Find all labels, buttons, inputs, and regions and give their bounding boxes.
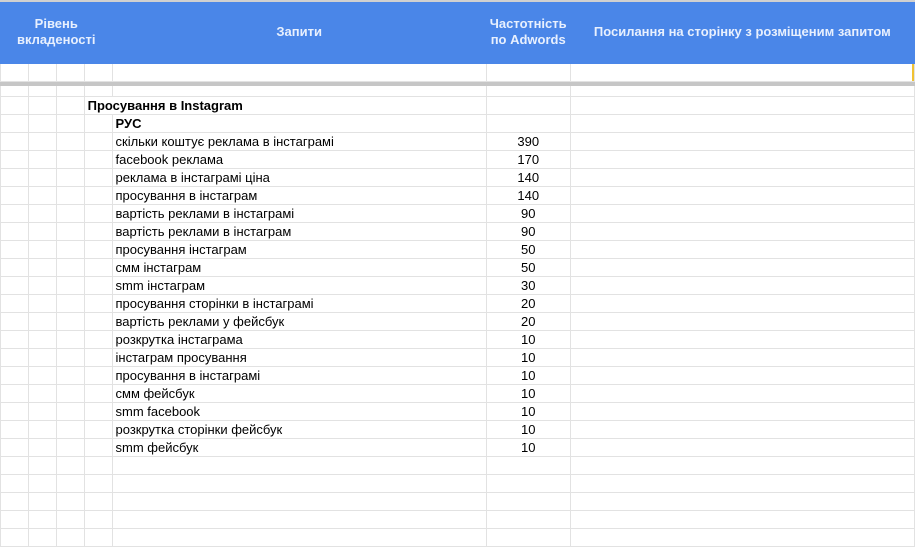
cell[interactable]	[84, 511, 112, 529]
cell[interactable]	[56, 493, 84, 511]
cell[interactable]	[84, 241, 112, 259]
cell[interactable]	[28, 367, 56, 385]
cell[interactable]	[1, 439, 29, 457]
cell[interactable]	[28, 205, 56, 223]
cell[interactable]	[84, 295, 112, 313]
cell[interactable]	[1, 493, 29, 511]
frequency-cell[interactable]: 140	[486, 187, 570, 205]
link-cell[interactable]	[570, 331, 914, 349]
subgroup-row	[1, 115, 915, 133]
cell[interactable]	[56, 421, 84, 439]
cell[interactable]	[1, 205, 29, 223]
link-cell[interactable]	[570, 421, 914, 439]
group-title[interactable]: Просування в Instagram	[84, 97, 486, 115]
link-cell[interactable]	[570, 367, 914, 385]
cell[interactable]	[1, 529, 29, 547]
cell[interactable]	[28, 385, 56, 403]
cell[interactable]	[570, 475, 914, 493]
cell[interactable]	[84, 187, 112, 205]
cell[interactable]	[84, 349, 112, 367]
link-cell[interactable]	[570, 241, 914, 259]
link-cell[interactable]	[570, 151, 914, 169]
cell[interactable]	[1, 349, 29, 367]
empty-row	[1, 475, 915, 493]
cell[interactable]	[84, 259, 112, 277]
query-cell[interactable]: реклама в інстаграмі ціна	[112, 169, 486, 187]
cell[interactable]	[84, 421, 112, 439]
link-cell[interactable]	[570, 259, 914, 277]
table-row	[1, 421, 915, 439]
cell[interactable]	[486, 493, 570, 511]
cell[interactable]	[112, 64, 486, 82]
cell[interactable]	[56, 367, 84, 385]
empty-row	[1, 457, 915, 475]
table-row	[1, 439, 915, 457]
cell[interactable]	[84, 403, 112, 421]
cell[interactable]	[84, 457, 112, 475]
query-cell[interactable]: розкрутка сторінки фейсбук	[112, 421, 486, 439]
cell[interactable]	[84, 277, 112, 295]
frequency-cell[interactable]: 50	[486, 259, 570, 277]
cell[interactable]	[56, 349, 84, 367]
cell[interactable]	[56, 151, 84, 169]
cell[interactable]	[84, 169, 112, 187]
cell[interactable]	[1, 367, 29, 385]
cell[interactable]	[28, 259, 56, 277]
cell[interactable]	[56, 259, 84, 277]
cell[interactable]	[56, 439, 84, 457]
cell[interactable]	[486, 511, 570, 529]
frequency-cell[interactable]: 10	[486, 331, 570, 349]
cell[interactable]	[28, 241, 56, 259]
frequency-cell[interactable]: 20	[486, 313, 570, 331]
frequency-cell[interactable]: 10	[486, 385, 570, 403]
frequency-cell[interactable]: 90	[486, 205, 570, 223]
query-cell[interactable]: смм інстаграм	[112, 259, 486, 277]
cell[interactable]	[28, 493, 56, 511]
cell[interactable]	[84, 475, 112, 493]
cell[interactable]	[1, 457, 29, 475]
cell[interactable]	[56, 277, 84, 295]
cell[interactable]	[1, 313, 29, 331]
empty-row	[1, 64, 915, 82]
table-row	[1, 385, 915, 403]
cell[interactable]	[1, 403, 29, 421]
link-cell[interactable]	[570, 133, 914, 151]
cell[interactable]	[1, 421, 29, 439]
cell[interactable]	[1, 133, 29, 151]
cell[interactable]	[1, 295, 29, 313]
cell[interactable]	[84, 367, 112, 385]
empty-row	[1, 86, 915, 97]
link-cell[interactable]	[570, 385, 914, 403]
cell[interactable]	[84, 223, 112, 241]
cell[interactable]	[570, 511, 914, 529]
empty-row	[1, 529, 915, 547]
cell[interactable]	[28, 295, 56, 313]
cell[interactable]	[486, 475, 570, 493]
cell[interactable]	[56, 241, 84, 259]
link-cell[interactable]	[570, 313, 914, 331]
cell[interactable]	[570, 493, 914, 511]
cell[interactable]	[84, 313, 112, 331]
cell[interactable]	[112, 493, 486, 511]
cell[interactable]	[56, 475, 84, 493]
cell[interactable]	[28, 133, 56, 151]
cell[interactable]	[28, 187, 56, 205]
header-row	[1, 1, 915, 64]
cell[interactable]	[28, 475, 56, 493]
cell[interactable]	[28, 223, 56, 241]
cell[interactable]	[1, 241, 29, 259]
cell[interactable]	[1, 187, 29, 205]
header-level[interactable]: Рівень вкладеності	[1, 1, 113, 64]
table-row	[1, 403, 915, 421]
cell[interactable]	[28, 169, 56, 187]
cell[interactable]	[112, 529, 486, 547]
cell[interactable]	[56, 457, 84, 475]
link-cell[interactable]	[570, 295, 914, 313]
link-cell[interactable]	[570, 277, 914, 295]
frequency-cell[interactable]: 170	[486, 151, 570, 169]
query-cell[interactable]: просування інстаграм	[112, 241, 486, 259]
cell[interactable]	[84, 529, 112, 547]
selected-cell[interactable]	[570, 64, 914, 82]
cell[interactable]	[28, 511, 56, 529]
cell[interactable]	[56, 133, 84, 151]
cell[interactable]	[56, 529, 84, 547]
frequency-cell[interactable]: 10	[486, 349, 570, 367]
table-row	[1, 187, 915, 205]
frequency-cell[interactable]: 140	[486, 169, 570, 187]
query-cell[interactable]: вартість реклами в інстаграмі	[112, 205, 486, 223]
group-row	[1, 97, 915, 115]
frequency-cell[interactable]: 50	[486, 241, 570, 259]
cell[interactable]	[1, 511, 29, 529]
frequency-cell[interactable]: 10	[486, 403, 570, 421]
cell[interactable]	[56, 187, 84, 205]
cell[interactable]	[486, 64, 570, 82]
cell[interactable]	[56, 385, 84, 403]
cell[interactable]	[28, 421, 56, 439]
query-cell[interactable]: смм фейсбук	[112, 385, 486, 403]
cell[interactable]	[84, 493, 112, 511]
table-row	[1, 349, 915, 367]
cell[interactable]	[56, 205, 84, 223]
cell[interactable]	[570, 529, 914, 547]
table-row	[1, 313, 915, 331]
cell[interactable]	[56, 64, 84, 82]
cell[interactable]	[28, 151, 56, 169]
query-cell[interactable]: скільки коштує реклама в інстаграмі	[112, 133, 486, 151]
table-row	[1, 223, 915, 241]
cell[interactable]	[112, 475, 486, 493]
cell[interactable]	[1, 475, 29, 493]
cell[interactable]	[1, 64, 29, 82]
query-cell[interactable]: просування сторінки в інстаграмі	[112, 295, 486, 313]
frequency-cell[interactable]: 10	[486, 439, 570, 457]
link-cell[interactable]	[570, 223, 914, 241]
cell[interactable]	[56, 403, 84, 421]
cell[interactable]	[56, 169, 84, 187]
table-row	[1, 205, 915, 223]
cell[interactable]	[486, 457, 570, 475]
table-row	[1, 367, 915, 385]
query-cell[interactable]: розкрутка інстаграма	[112, 331, 486, 349]
cell[interactable]	[1, 259, 29, 277]
query-cell[interactable]: smm facebook	[112, 403, 486, 421]
cell[interactable]	[28, 403, 56, 421]
query-cell[interactable]: smm фейсбук	[112, 439, 486, 457]
frequency-cell[interactable]: 10	[486, 421, 570, 439]
cell[interactable]	[84, 439, 112, 457]
link-cell[interactable]	[570, 187, 914, 205]
cell[interactable]	[570, 457, 914, 475]
cell[interactable]	[1, 385, 29, 403]
subgroup-title[interactable]: РУС	[112, 115, 486, 133]
cell[interactable]	[28, 439, 56, 457]
cell[interactable]	[1, 277, 29, 295]
cell[interactable]	[84, 133, 112, 151]
cell[interactable]	[28, 277, 56, 295]
cell[interactable]	[1, 223, 29, 241]
frequency-cell[interactable]: 90	[486, 223, 570, 241]
cell[interactable]	[28, 349, 56, 367]
query-cell[interactable]: просування в інстаграм	[112, 187, 486, 205]
cell[interactable]	[56, 295, 84, 313]
cell[interactable]	[56, 511, 84, 529]
cell[interactable]	[84, 151, 112, 169]
link-cell[interactable]	[570, 205, 914, 223]
cell[interactable]	[28, 529, 56, 547]
table-row	[1, 259, 915, 277]
table-row	[1, 151, 915, 169]
cell[interactable]	[1, 151, 29, 169]
cell[interactable]	[56, 331, 84, 349]
cell[interactable]	[84, 64, 112, 82]
empty-row	[1, 511, 915, 529]
cell[interactable]	[28, 313, 56, 331]
table-row	[1, 331, 915, 349]
query-cell[interactable]: facebook реклама	[112, 151, 486, 169]
query-cell[interactable]: інстаграм просування	[112, 349, 486, 367]
query-cell[interactable]: smm інстаграм	[112, 277, 486, 295]
frequency-cell[interactable]: 390	[486, 133, 570, 151]
table-row	[1, 295, 915, 313]
cell[interactable]	[56, 313, 84, 331]
header-queries[interactable]: Запити	[112, 1, 486, 64]
link-cell[interactable]	[570, 169, 914, 187]
cell[interactable]	[56, 223, 84, 241]
cell[interactable]	[28, 331, 56, 349]
query-cell[interactable]: вартість реклами в інстаграм	[112, 223, 486, 241]
table-row	[1, 277, 915, 295]
cell[interactable]	[112, 511, 486, 529]
empty-row	[1, 493, 915, 511]
table-row	[1, 169, 915, 187]
cell[interactable]	[1, 169, 29, 187]
top-border	[0, 0, 915, 2]
cell[interactable]	[112, 457, 486, 475]
cell[interactable]	[28, 64, 56, 82]
header-frequency[interactable]: Частотність по Adwords	[486, 1, 570, 64]
frequency-cell[interactable]: 10	[486, 367, 570, 385]
table-row	[1, 133, 915, 151]
cell[interactable]	[28, 457, 56, 475]
query-cell[interactable]: вартість реклами у фейсбук	[112, 313, 486, 331]
frequency-cell[interactable]: 30	[486, 277, 570, 295]
cell[interactable]	[1, 331, 29, 349]
cell[interactable]	[486, 529, 570, 547]
cell[interactable]	[84, 331, 112, 349]
query-cell[interactable]: просування в інстаграмі	[112, 367, 486, 385]
table-row	[1, 241, 915, 259]
cell[interactable]	[84, 205, 112, 223]
link-cell[interactable]	[570, 439, 914, 457]
frequency-cell[interactable]: 20	[486, 295, 570, 313]
cell[interactable]	[84, 385, 112, 403]
link-cell[interactable]	[570, 403, 914, 421]
header-link[interactable]: Посилання на сторінку з розміщеним запитом	[570, 1, 914, 64]
link-cell[interactable]	[570, 349, 914, 367]
